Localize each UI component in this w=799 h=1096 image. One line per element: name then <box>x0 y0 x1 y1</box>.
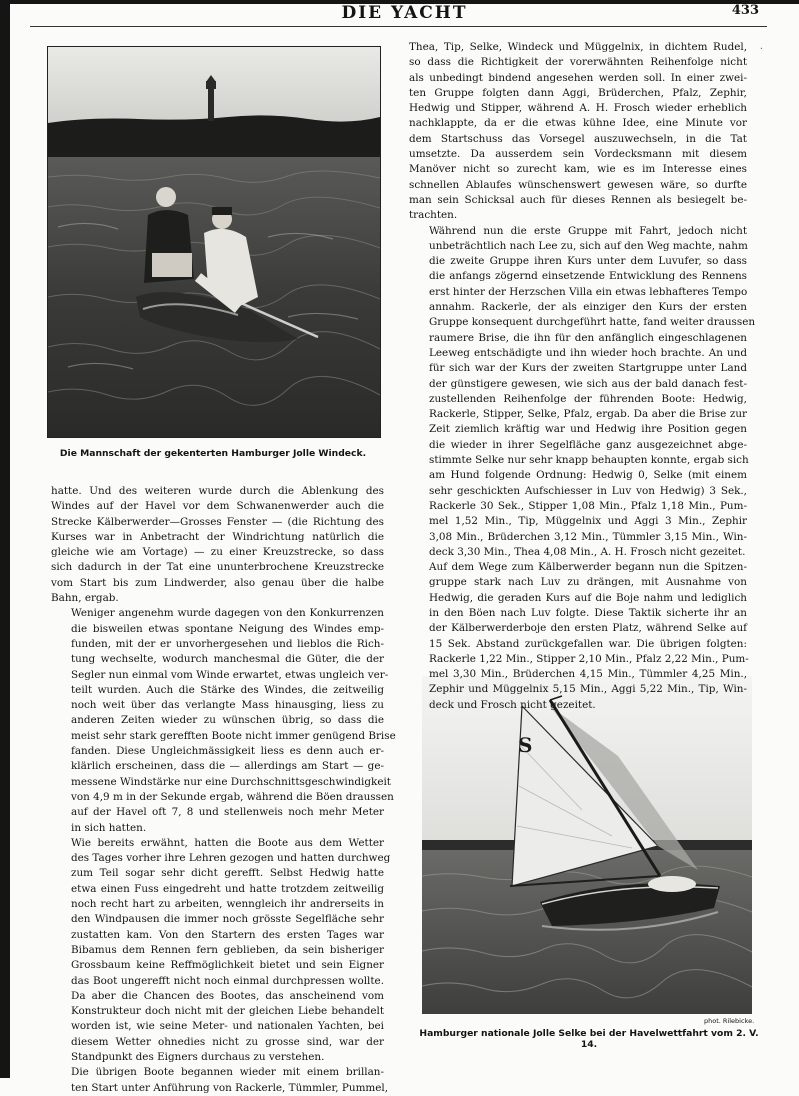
text-line: sehr geschickten Aufschiesser in Luv von Hedwig) 3 Sek., <box>429 484 747 497</box>
figure2-caption: Hamburger nationale Jolle Selke bei der Havelwettfahrt vom 2. V. 14. <box>419 1028 759 1050</box>
right-column-text <box>409 40 756 713</box>
text-line: deck 3,30 Min., Thea 4,08 Min., A. H. Frosch nicht gezeitet. <box>429 545 746 558</box>
page-edge <box>0 0 10 1078</box>
text-line: annahm. Rackerle, der als einziger den Kurs der ersten <box>429 301 747 314</box>
text-line: am Hund folgende Ordnung: Hedwig 0, Selke (mit einem <box>429 469 747 482</box>
text-line: worden ist, wie seine Meter- und nationalen Yachten, bei <box>71 1020 384 1033</box>
text-line: der Kälberwerderboje den ersten Platz, während Selke auf <box>429 622 747 635</box>
text-line: etwa einen Fuss eingedreht und hatte trotzdem zeitweilig <box>71 882 384 895</box>
text-line: Rackerle, Stipper, Selke, Pfalz, ergab. Da aber die Brise zur <box>429 408 747 421</box>
text-line: die anfangs zögernd einsetzende Entwicklung des Rennens <box>429 270 747 283</box>
text-line: unbeträchtlich nach Lee zu, sich auf den Weg machte, nahm <box>429 239 748 252</box>
text-line: von 4,9 m in der Sekunde ergab, während die Böen draussen <box>71 790 394 803</box>
text-line: umsetzte. Da ausserdem sein Vordecksmann mit diesem <box>409 148 747 161</box>
text-line: gleiche wie am Vortage) — zu einer Kreuzstrecke, so dass <box>51 546 384 559</box>
text-line: Leeweg entschädigte und ihn wieder hoch brachte. An und <box>429 346 747 359</box>
text-line: stimmte Selke nur sehr knapp behaupten konnte, ergab sich <box>429 454 749 467</box>
text-line: Wie bereits erwähnt, hatten die Boote aus dem Wetter <box>71 836 384 849</box>
photo-windeck-crew-image <box>48 47 380 437</box>
text-line: 3,08 Min., Brüderchen 3,12 Min., Tümmler 3,15 Min., Win- <box>429 530 747 543</box>
text-line: Die übrigen Boote begannen wieder mit einem brillan- <box>71 1066 384 1079</box>
text-line: trachten. <box>409 209 458 222</box>
margin-mark: · <box>759 44 763 55</box>
text-line: noch recht hart zu arbeiten, wenngleich ihr andrerseits in <box>71 898 384 911</box>
text-line: Windes auf der Havel vor dem Schwanenwerder auch die <box>51 500 384 513</box>
text-line: Segler nun einmal vom Winde erwartet, etwas ungleich ver- <box>71 668 389 681</box>
text-line: dem Startschuss das Vorsegel auszuwechseln, in die Tat <box>409 132 747 145</box>
text-line: die wieder in ihrer Segelfläche ganz ausgezeichnet abge- <box>429 438 747 451</box>
text-line: Kurses war in Anbetracht der Windrichtung natürlich die <box>51 530 384 543</box>
text-line: als unbedingt bindend angesehen werden soll. In einer zwei- <box>409 71 747 84</box>
sail-letter: S <box>518 733 533 757</box>
text-line: zustatten kam. Von den Startern des ersten Tages war <box>71 928 384 941</box>
text-line: Thea, Tip, Selke, Windeck und Müggelnix, in dichtem Rudel, <box>409 41 747 53</box>
text-line: diesem Wetter ohnedies nicht zu grosse sind, war der <box>71 1035 384 1048</box>
photo-credit: phot. Rilebicke. <box>704 1017 755 1025</box>
text-line: Rackerle 30 Sek., Stipper 1,08 Min., Pfalz 1,18 Min., Pum- <box>429 499 747 512</box>
text-line: in den Böen nach Luv folgte. Diese Taktik sicherte ihr an <box>429 606 747 619</box>
text-line: so dass die Richtigkeit der vorerwähnten Reihenfolge nicht <box>409 56 747 69</box>
text-line: Konstrukteur doch nicht mit der gleichen Liebe behandelt <box>71 1005 384 1018</box>
text-line: Manöver nicht so zurecht kam, wie es im Interesse eines <box>409 163 747 176</box>
text-line: mel 3,30 Min., Brüderchen 4,15 Min., Tümmler 4,25 Min., <box>429 668 747 681</box>
text-line: mel 1,52 Min., Tip, Müggelnix und Aggi 3 Min., Zephir <box>429 515 747 528</box>
text-line: Grossbaum keine Reffmöglichkeit bietet und sein Eigner <box>71 959 384 972</box>
text-line: Während nun die erste Gruppe mit Fahrt, jedoch nicht <box>429 224 747 237</box>
text-line: anderen Zeiten wieder zu wünschen übrig, so dass die <box>71 714 384 727</box>
paragraph <box>409 560 747 713</box>
text-line: messene Windstärke nur eine Durchschnittsgeschwindigkeit <box>71 775 391 788</box>
text-line: ten Start unter Anführung von Rackerle, Tümmler, Pummel, <box>71 1081 389 1094</box>
text-line: Hedwig und Stipper, während A. H. Frosch wieder erheblich <box>409 102 747 115</box>
text-line: gruppe stark nach Luv zu drängen, mit Ausnahme von <box>429 576 747 589</box>
text-line: hatte. Und des weiteren wurde durch die Ablenkung des <box>51 485 384 497</box>
text-line: auf der Havel oft 7, 8 und stellenweis noch mehr Meter <box>71 806 384 819</box>
text-line: klärlich erscheinen, dass die — allerdings am Start — ge- <box>71 760 384 773</box>
text-line: das Boot ungerefft nicht noch einmal durchpressen wollte. <box>71 974 384 987</box>
text-line: Standpunkt des Eigners durchaus zu verstehen. <box>71 1050 325 1063</box>
page-number: 433 <box>731 3 759 18</box>
paragraph <box>51 484 384 606</box>
text-line: nachklappte, da er die etwas kühne Idee, eine Minute vor <box>409 117 747 130</box>
text-line: des Tages vorher ihre Lehren gezogen und hatten durchweg <box>71 852 391 865</box>
text-line: noch weit über das verlangte Mass hinausging, liess zu <box>71 699 384 712</box>
text-line: tung wechselte, wodurch manchesmal die Güter, die der <box>71 653 384 666</box>
text-line: Weniger angenehm wurde dagegen von den Konkurrenzen <box>71 607 384 620</box>
photo-selke-image <box>422 676 752 1014</box>
text-line: Da aber die Chancen des Bootes, das anscheinend vom <box>71 989 384 1002</box>
text-line: vom Start bis zum Lindwerder, also genau über die halbe <box>51 576 384 589</box>
text-line: den Windpausen die immer noch grösste Segelfläche sehr <box>71 913 384 926</box>
text-line: für sich war der Kurs der zweiten Startgruppe unter Land <box>429 362 747 375</box>
page-header <box>10 3 799 23</box>
text-line: in sich hatten. <box>71 821 147 834</box>
paragraph <box>409 224 756 561</box>
text-line: deck und Frosch nicht gezeitet. <box>429 698 596 711</box>
paragraph <box>51 1065 389 1096</box>
text-line: zustellenden Reihenfolge der führenden Boote: Hedwig, <box>429 392 747 405</box>
text-line: Bahn, ergab. <box>51 592 119 605</box>
text-line: Rackerle 1,22 Min., Stipper 2,10 Min., Pfalz 2,22 Min., Pum- <box>429 652 749 665</box>
text-line: sich dadurch in der Tat eine ununterbrochene Kreuzstrecke <box>51 561 384 574</box>
text-line: zum Teil sogar sehr dicht gerefft. Selbst Hedwig hatte <box>71 867 384 880</box>
paragraph <box>51 606 396 835</box>
text-line: Strecke Kälberwerder—Grosses Fenster — (die Richtung des <box>51 515 384 528</box>
text-line: schnellen Ablaufes wünschenswert gewesen wäre, so durfte <box>409 178 747 191</box>
paragraph <box>409 40 747 224</box>
text-line: Zephir und Müggelnix 5,15 Min., Aggi 5,22 Min., Tip, Win- <box>429 683 747 696</box>
text-line: die zweite Gruppe ihren Kurs unter dem Luvufer, so dass <box>429 255 747 268</box>
left-column-text <box>51 484 396 1096</box>
text-line: Bibamus dem Rennen fern geblieben, da sein bisheriger <box>71 943 384 956</box>
text-line: 15 Sek. Abstand zurückgefallen war. Die übrigen folgten: <box>429 637 747 650</box>
text-line: Hedwig, die geraden Kurs auf die Boje nahm und lediglich <box>429 591 747 604</box>
header-rule <box>30 26 767 27</box>
text-line: funden, mit der er unvorhergesehen und lieblos die Rich- <box>71 637 384 650</box>
page-title: DIE YACHT <box>341 3 468 23</box>
text-line: meist sehr stark gerefften Boote nicht immer genügend Brise <box>71 729 396 742</box>
text-line: man sein Schicksal auch für dieses Rennen als besiegelt be- <box>409 193 747 206</box>
text-line: fanden. Diese Ungleichmässigkeit liess es denn auch er- <box>71 745 384 758</box>
photo-selke-sailing <box>422 676 752 1014</box>
paragraph <box>51 836 391 1065</box>
text-line: der günstigere gewesen, wie sich aus der bald danach fest- <box>429 377 747 390</box>
figure1-caption: Die Mannschaft der gekenterten Hamburger Jolle Windeck. <box>59 448 367 459</box>
text-line: ten Gruppe folgten dann Aggi, Brüderchen, Pfalz, Zephir, <box>409 86 747 99</box>
photo-windeck-crew <box>47 46 381 438</box>
text-line: erst hinter der Herzschen Villa ein etwas lebhafteres Tempo <box>429 285 748 298</box>
text-line: die bisweilen etwas spontane Neigung des Windes emp- <box>71 622 384 635</box>
text-line: teilt wurden. Auch die Stärke des Windes, die zeitweilig <box>71 683 384 696</box>
text-line: raumere Brise, die ihn für den anfänglich eingeschlagenen <box>429 331 747 344</box>
text-line: Gruppe konsequent durchgeführt hatte, fand weiter draussen <box>429 316 756 329</box>
text-line: Auf dem Wege zum Kälberwerder begann nun die Spitzen- <box>429 561 747 574</box>
text-line: Zeit ziemlich kräftig war und Hedwig ihre Position gegen <box>429 423 747 436</box>
